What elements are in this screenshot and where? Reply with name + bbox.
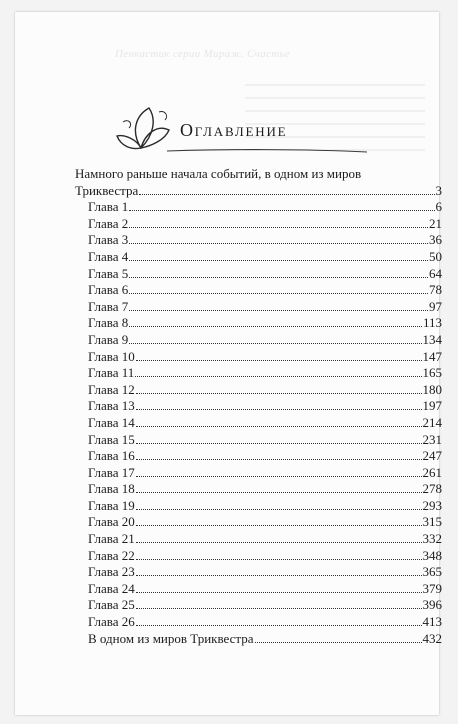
toc-entry-page: 50 [429,248,442,264]
toc-entry-page: 97 [429,298,442,314]
toc-entry-label: Глава 15 [88,431,135,447]
toc-entry [75,232,442,249]
toc-entry [75,514,442,531]
toc-leader-dots [136,398,422,410]
toc-entry-label: Глава 25 [88,597,135,613]
toc-entry-label: Глава 14 [88,414,135,430]
toc-entry-page: 413 [422,614,442,630]
toc-entry [75,398,442,415]
toc-entry [75,183,442,200]
toc-entry-page: 134 [422,331,442,347]
toc-entry [75,481,442,498]
toc-entries [75,183,442,648]
toc-entry-page: 247 [422,448,442,464]
toc-leader-dots [136,349,422,361]
toc-entry-page: 180 [422,381,442,397]
toc-leader-dots [255,631,422,643]
toc-intro-line: Намного раньше начала событий, в одном из миров [75,166,362,181]
toc-entry-label: Глава 16 [88,448,135,464]
toc-entry [75,631,442,648]
toc-entry-label: Глава 2 [88,215,129,231]
toc-entry [75,564,442,581]
toc-entry-page: 113 [422,315,442,331]
toc-entry [75,199,442,216]
toc-entry [75,299,442,316]
toc-entry [75,448,442,465]
toc-leader-dots [129,249,428,261]
toc-leader-dots [129,282,428,294]
toc-leader-dots [129,266,428,278]
toc-entry-label: Глава 19 [88,497,135,513]
toc-entry-label: Глава 17 [88,464,135,480]
toc-leader-dots [136,465,422,477]
toc-entry-page: 432 [422,630,442,646]
toc-leader-dots [129,299,428,311]
toc-entry [75,266,442,283]
toc-leader-dots [129,199,434,211]
toc-entry-page: 278 [422,481,442,497]
toc-leader-dots [136,531,422,543]
toc-leader-dots [136,432,422,444]
toc-leader-dots [135,365,421,377]
toc-entry-page: 64 [429,265,442,281]
table-of-contents [75,166,442,647]
toc-entry [75,415,442,432]
toc-entry [75,614,442,631]
toc-entry-label: Глава 3 [88,232,129,248]
toc-entry-page: 214 [422,414,442,430]
toc-entry-label: Глава 13 [88,398,135,414]
toc-entry [75,249,442,266]
toc-entry-label: Глава 22 [88,547,135,563]
toc-entry-label: Глава 12 [88,381,135,397]
toc-entry [75,597,442,614]
toc-entry-label: Глава 8 [88,315,129,331]
toc-entry [75,581,442,598]
toc-leader-dots [136,548,422,560]
toc-leader-dots [136,514,422,526]
toc-entry-page: 3 [435,182,442,198]
toc-entry [75,382,442,399]
toc-entry-page: 6 [435,199,442,215]
toc-entry-page: 332 [422,531,442,547]
toc-leader-dots [139,183,434,195]
toc-entry-page: 21 [429,215,442,231]
toc-entry-label: Глава 21 [88,531,135,547]
toc-leader-dots [129,332,421,344]
toc-entry [75,216,442,233]
toc-entry [75,548,442,565]
toc-entry-label: Глава 26 [88,614,135,630]
toc-leader-dots [136,481,422,493]
book-page [15,12,442,715]
toc-entry-label: Глава 24 [88,580,135,596]
toc-entry-label: Глава 6 [88,282,129,298]
toc-leader-dots [136,448,422,460]
toc-entry [75,315,442,332]
toc-entry-label: Глава 20 [88,514,135,530]
toc-entry-label: Глава 1 [88,199,129,215]
toc-leader-dots [136,382,422,394]
toc-entry-page: 379 [422,580,442,596]
toc-entry-page: 348 [422,547,442,563]
toc-entry-page: 365 [422,564,442,580]
toc-entry-label: Глава 9 [88,331,129,347]
toc-leader-dots [136,415,422,427]
toc-entry-page: 36 [429,232,442,248]
page-title: Оглавление [180,120,288,140]
toc-entry-label: Глава 23 [88,564,135,580]
toc-entry-label: Триквестра [75,182,139,198]
toc-entry-label: Глава 5 [88,265,129,281]
toc-entry-page: 396 [422,597,442,613]
toc-entry-page: 147 [422,348,442,364]
toc-entry-page: 293 [422,497,442,513]
toc-entry-label: Глава 7 [88,298,129,314]
toc-entry [75,465,442,482]
bleed-through-header: Пенкастик серии Мираж. Счастье [115,48,290,60]
toc-entry-page: 231 [422,431,442,447]
toc-leader-dots [136,597,422,609]
title-underline [167,147,367,155]
toc-entry-label: Глава 10 [88,348,135,364]
toc-leader-dots [129,315,422,327]
toc-entry [75,531,442,548]
toc-leader-dots [129,216,428,228]
toc-entry-page: 261 [422,464,442,480]
toc-leader-dots [129,232,428,244]
triquetra-ornament-icon [115,102,185,152]
toc-entry [75,332,442,349]
toc-leader-dots [136,614,422,626]
toc-entry-page: 315 [422,514,442,530]
toc-entry [75,432,442,449]
toc-entry-label: В одном из миров Триквестра [88,630,254,646]
toc-entry [75,498,442,515]
toc-entry [75,349,442,366]
toc-entry [75,282,442,299]
toc-entry-page: 197 [422,398,442,414]
toc-entry-label: Глава 4 [88,248,129,264]
toc-leader-dots [136,498,422,510]
toc-entry-label: Глава 11 [88,365,135,381]
toc-leader-dots [136,564,422,576]
toc-entry-page: 165 [422,365,442,381]
toc-entry-page: 78 [429,282,442,298]
toc-entry [75,365,442,382]
toc-entry-label: Глава 18 [88,481,135,497]
toc-leader-dots [136,581,422,593]
